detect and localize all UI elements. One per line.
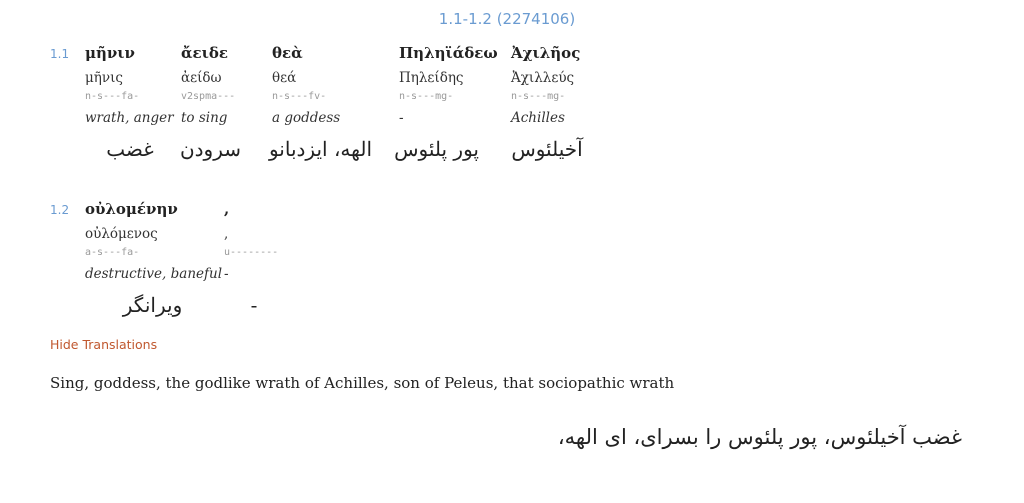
persian-gloss: الهه، ایزدبانو (268, 137, 372, 161)
morphology-code: v2spma--- (181, 91, 236, 102)
greek-word[interactable]: θεὰ (272, 44, 303, 62)
greek-word[interactable]: οὐλομένην (85, 200, 178, 218)
hide-translations-link[interactable]: Hide Translations (50, 337, 158, 352)
english-gloss: Achilles (511, 110, 565, 126)
lemma: θεά (272, 70, 297, 86)
english-gloss: destructive, baneful (85, 266, 223, 282)
morphology-code: n-s---mg- (399, 91, 454, 102)
lemma: Ἀχιλλεύς (511, 70, 575, 86)
greek-word[interactable]: Πηληϊάδεω (399, 44, 498, 62)
greek-word[interactable]: , (224, 200, 230, 218)
english-gloss: - (399, 110, 404, 126)
lemma: οὐλόμενος (85, 226, 158, 242)
word-column[interactable] (394, 43, 504, 163)
word-column[interactable] (181, 43, 261, 163)
morphology-code: u-------- (224, 247, 279, 258)
english-gloss: a goddess (272, 110, 341, 126)
word-column[interactable] (224, 199, 284, 319)
english-gloss: - (224, 266, 229, 282)
line-number: 1.2 (50, 203, 70, 217)
word-column[interactable] (85, 43, 175, 163)
morphology-code: n-s---fa- (85, 91, 140, 102)
word-column[interactable] (85, 199, 223, 319)
persian-gloss: ویرانگر (122, 293, 183, 317)
morphology-code: n-s---fv- (272, 91, 327, 102)
persian-translation: غضب آخیلئوس، پور پلئوس را بسرای، ای الهه، (557, 425, 962, 449)
greek-word[interactable]: ἄειδε (181, 44, 229, 62)
line-number: 1.1 (50, 47, 70, 61)
persian-gloss: غضب (106, 137, 154, 161)
lemma: Πηλείδης (399, 70, 464, 86)
morphology-code: a-s---fa- (85, 247, 140, 258)
word-column[interactable] (268, 43, 382, 163)
lemma: , (224, 226, 229, 242)
persian-gloss: - (250, 293, 258, 317)
persian-gloss: سرودن (179, 137, 241, 161)
persian-gloss: پور پلئوس (394, 137, 479, 161)
english-gloss: to sing (181, 110, 228, 126)
passage-reference: 1.1-1.2 (2274106) (438, 10, 576, 28)
lemma: ἀείδω (181, 70, 222, 86)
morphology-code: n-s---mg- (511, 91, 566, 102)
lemma: μῆνις (85, 70, 123, 86)
word-column[interactable] (511, 43, 611, 163)
english-gloss: wrath, anger (85, 110, 174, 126)
greek-word[interactable]: μῆνιν (85, 44, 135, 62)
english-translation: Sing, goddess, the godlike wrath of Achilles, son of Peleus, that sociopathic wrath (50, 374, 675, 392)
greek-word[interactable]: Ἀχιλῆος (511, 44, 581, 62)
persian-gloss: آخیلئوس (511, 137, 583, 161)
